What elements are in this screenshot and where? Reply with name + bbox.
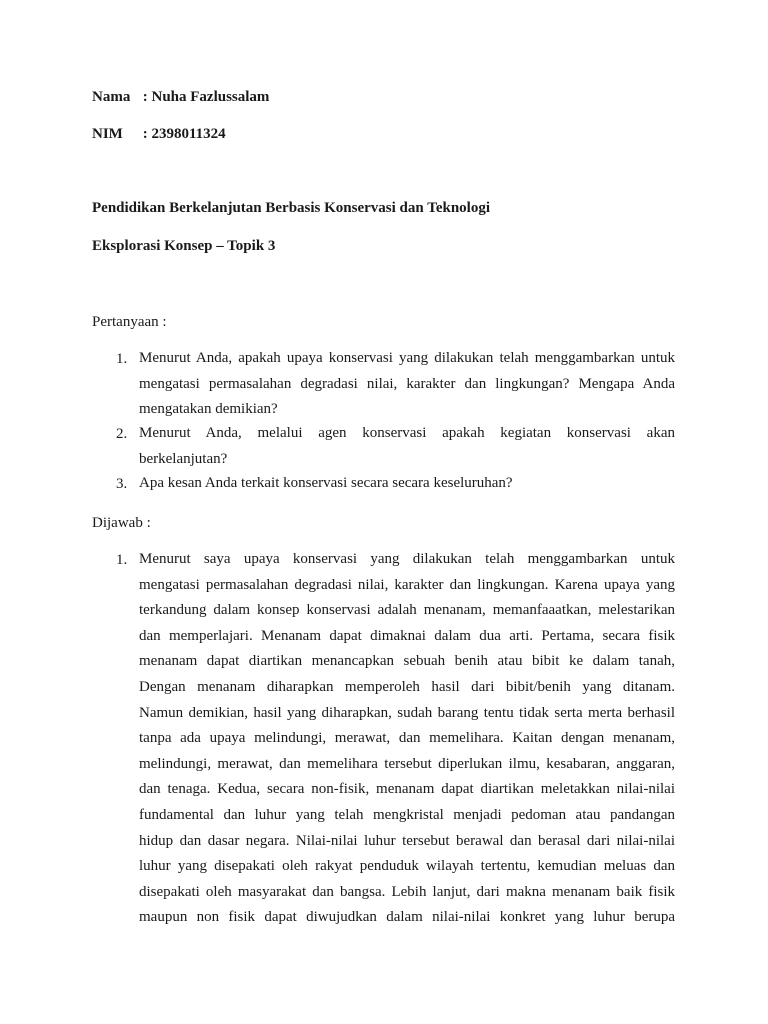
nim-row	[92, 125, 226, 143]
answer-line: dan memperlajari. Menanam dapat dimaknai dalam dua arti. Pertama, secara fisik	[139, 627, 675, 644]
answers-heading: Dijawab :	[92, 515, 151, 531]
question-line: Apa kesan Anda terkait konservasi secara secara keseluruhan?	[139, 475, 513, 491]
name-row	[92, 88, 269, 106]
answer-line: luhur yang disepakati oleh rakyat penduduk wilayah tertentu, kemudian meluas dan	[139, 858, 675, 875]
answer-line: dan tenaga. Kedua, secara non-fisik, menanam dapat diartikan meletakkan nilai-nilai	[139, 781, 675, 798]
question-text	[139, 346, 675, 423]
topic-title: Eksplorasi Konsep – Topik 3	[92, 238, 276, 254]
answer-line: Dengan menanam diharapkan memperoleh hasil dari bibit/benih yang ditanam.	[139, 678, 675, 695]
questions-heading: Pertanyaan :	[92, 314, 167, 330]
question-text	[139, 421, 675, 472]
question-line: mengatasi permasalahan degradasi nilai, karakter dan lingkungan? Mengapa Anda	[139, 375, 675, 392]
course-title: Pendidikan Berkelanjutan Berbasis Konservasi dan Teknologi	[92, 200, 491, 216]
answer-line: menanam dapat diartikan menancapkan sebuah benih atau bibit ke dalam tanah,	[139, 653, 675, 670]
question-number: 2.	[116, 426, 128, 442]
answer-line: tanpa ada upaya melindungi, merawat, dan memelihara. Kaitan dengan menanam,	[139, 730, 675, 747]
question-line: Menurut Anda, melalui agen konservasi apakah kegiatan konservasi akan	[139, 425, 675, 441]
nim-value: : 2398011324	[142, 126, 226, 142]
answer-text	[139, 547, 675, 931]
question-number: 3.	[116, 476, 128, 492]
question-line: berkelanjutan?	[139, 450, 228, 467]
answer-line: terkandung dalam konsep konservasi adalah menanam, memanfaaatkan, melestarikan	[139, 602, 675, 619]
question-text	[139, 471, 675, 497]
answer-line: fundamental dan luhur yang telah mengkristal menjadi pedoman atau pandangan	[139, 806, 675, 823]
name-value: : Nuha Fazlussalam	[142, 89, 270, 105]
answer-line: disepakati oleh masyarakat dan bangsa. Lebih lanjut, dari makna menanam baik fisik	[139, 883, 675, 900]
answer-line: melindungi, merawat, dan memelihara tersebut diperlukan ilmu, kesabaran, anggaran,	[139, 755, 675, 772]
question-line: Menurut Anda, apakah upaya konservasi yang dilakukan telah menggambarkan untuk	[139, 350, 675, 366]
answer-line: maupun non fisik dapat diwujudkan dalam nilai-nilai konkret yang luhur berupa	[139, 909, 675, 926]
answer-line: Menurut saya upaya konservasi yang dilakukan telah menggambarkan untuk	[139, 551, 675, 567]
question-number: 1.	[116, 351, 128, 367]
question-line: mengatakan demikian?	[139, 401, 278, 418]
answer-line: Namun demikian, hasil yang diharapkan, sudah barang tentu tidak serta merta berhasil	[139, 704, 675, 721]
answer-line: hidup dan dasar negara. Nilai-nilai luhur tersebut berawal dan berasal dari nilai-nilai	[139, 832, 675, 849]
nim-label: NIM	[92, 126, 123, 142]
answer-number: 1.	[116, 552, 128, 568]
answer-line: mengatasi permasalahan degradasi nilai, karakter dan lingkungan. Karena upaya yang	[139, 576, 675, 593]
name-label: Nama	[92, 89, 131, 105]
